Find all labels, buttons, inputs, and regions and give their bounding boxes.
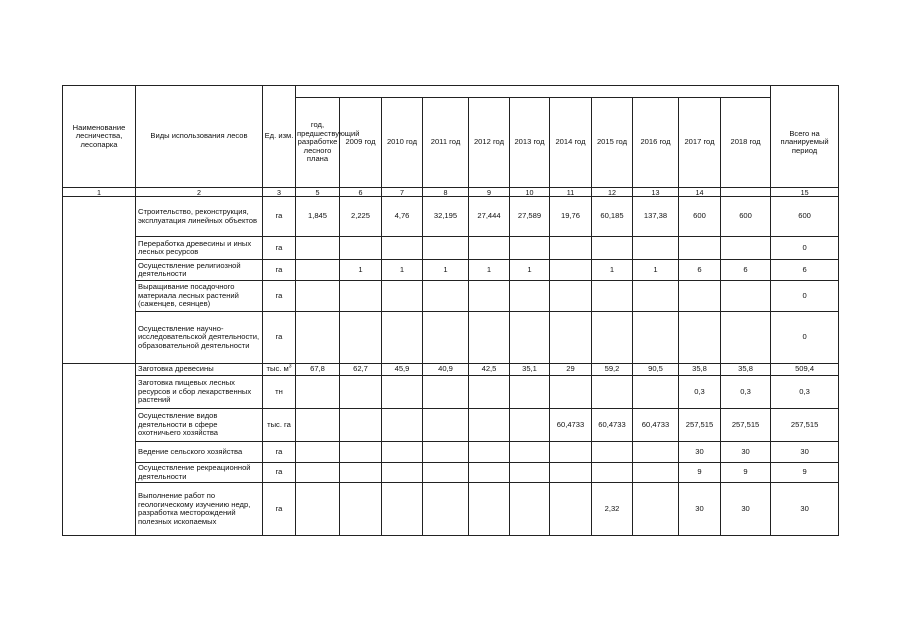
unit-text: тыс. га <box>267 419 291 429</box>
value-cell <box>469 463 510 483</box>
unit-text: га <box>275 264 283 274</box>
value-cell: 35,1 <box>510 364 550 376</box>
value-cell <box>510 237 550 260</box>
value-cell: 42,5 <box>469 364 510 376</box>
value-cell <box>423 281 469 312</box>
value-cell: 2,225 <box>340 197 382 237</box>
value-cell: 0 <box>771 312 839 364</box>
column-number-cell: 7 <box>382 188 423 197</box>
value-cell <box>469 483 510 536</box>
value-cell: 6 <box>679 260 721 281</box>
unit-text: га <box>275 290 283 300</box>
value-cell <box>510 376 550 409</box>
header-year-cell: 2016 год <box>633 98 679 188</box>
value-cell: 0,3 <box>771 376 839 409</box>
value-cell <box>296 463 340 483</box>
value-cell <box>469 376 510 409</box>
header-year-cell: 2014 год <box>550 98 592 188</box>
column-number-cell: 13 <box>633 188 679 197</box>
activity-cell: Строительство, реконструкция, эксплуатация линейных объектов <box>136 197 263 237</box>
forest-use-table <box>62 85 839 536</box>
activity-cell: Осуществление научно-исследовательской деятельности, образовательной деятельности <box>136 312 263 364</box>
table-row <box>63 483 839 536</box>
unit-cell <box>263 442 296 463</box>
unit-text: тыс. м <box>266 364 289 374</box>
value-cell <box>550 312 592 364</box>
header-top-row <box>63 86 839 98</box>
value-cell <box>296 281 340 312</box>
value-cell: 1 <box>592 260 633 281</box>
value-cell <box>679 237 721 260</box>
value-cell <box>423 442 469 463</box>
value-cell: 90,5 <box>633 364 679 376</box>
value-cell <box>510 281 550 312</box>
header-year-cell: 2015 год <box>592 98 633 188</box>
value-cell: 0 <box>771 237 839 260</box>
value-cell <box>382 463 423 483</box>
column-number-row <box>63 188 839 197</box>
value-cell <box>550 260 592 281</box>
value-cell <box>469 312 510 364</box>
header-blank-span <box>296 86 771 98</box>
value-cell: 0,3 <box>679 376 721 409</box>
column-number-cell: 11 <box>550 188 592 197</box>
header-year-cell: 2018 год <box>721 98 771 188</box>
unit-cell <box>263 364 296 376</box>
value-cell: 30 <box>679 483 721 536</box>
value-cell <box>469 442 510 463</box>
value-cell <box>340 483 382 536</box>
column-number-cell <box>721 188 771 197</box>
forestry-name-cell <box>63 197 136 364</box>
value-cell: 60,4733 <box>550 409 592 442</box>
value-cell: 257,515 <box>721 409 771 442</box>
value-cell <box>423 409 469 442</box>
value-cell: 257,515 <box>679 409 721 442</box>
column-number-cell: 5 <box>296 188 340 197</box>
table-row <box>63 197 839 237</box>
table-row <box>63 260 839 281</box>
value-cell <box>296 237 340 260</box>
activity-cell: Ведение сельского хозяйства <box>136 442 263 463</box>
value-cell <box>510 409 550 442</box>
unit-text: га <box>275 467 283 477</box>
header-prev-year-cell: год, предшествующий разработке лесного плана <box>296 98 340 188</box>
header-blank-right <box>771 86 839 98</box>
value-cell: 30 <box>721 442 771 463</box>
unit-cell <box>263 409 296 442</box>
value-cell <box>296 312 340 364</box>
unit-text: га <box>275 503 283 513</box>
activity-cell: Заготовка древесины <box>136 364 263 376</box>
unit-cell <box>263 483 296 536</box>
column-number-cell: 15 <box>771 188 839 197</box>
value-cell <box>382 237 423 260</box>
value-cell <box>469 237 510 260</box>
unit-cell <box>263 237 296 260</box>
activity-cell: Осуществление видов деятельности в сфере охотничьего хозяйства <box>136 409 263 442</box>
value-cell: 60,185 <box>592 197 633 237</box>
value-cell: 30 <box>771 483 839 536</box>
activity-cell: Осуществление рекреационной деятельности <box>136 463 263 483</box>
column-number-cell: 14 <box>679 188 721 197</box>
table-row <box>63 463 839 483</box>
value-cell: 1,845 <box>296 197 340 237</box>
activity-cell: Заготовка пищевых лесных ресурсов и сбор лекарственных растений <box>136 376 263 409</box>
activity-cell: Выращивание посадочного материала лесных растений (саженцев, сеянцев) <box>136 281 263 312</box>
value-cell <box>296 442 340 463</box>
value-cell: 27,444 <box>469 197 510 237</box>
table-row <box>63 312 839 364</box>
value-cell <box>296 483 340 536</box>
value-cell: 40,9 <box>423 364 469 376</box>
value-cell: 45,9 <box>382 364 423 376</box>
header-name-cell: Наименование лесничества, лесопарка <box>63 86 136 188</box>
value-cell: 600 <box>679 197 721 237</box>
value-cell: 32,195 <box>423 197 469 237</box>
column-number-cell: 6 <box>340 188 382 197</box>
value-cell <box>382 442 423 463</box>
table-row <box>63 364 839 376</box>
activity-cell: Выполнение работ по геологическому изучению недр, разработка месторождений полезных ископаемых <box>136 483 263 536</box>
value-cell <box>510 442 550 463</box>
value-cell <box>550 463 592 483</box>
unit-cell <box>263 376 296 409</box>
value-cell: 9 <box>679 463 721 483</box>
value-cell <box>340 463 382 483</box>
table-row <box>63 237 839 260</box>
value-cell <box>340 312 382 364</box>
value-cell: 257,515 <box>771 409 839 442</box>
column-number-cell: 1 <box>63 188 136 197</box>
value-cell: 30 <box>679 442 721 463</box>
value-cell <box>382 281 423 312</box>
unit-cell <box>263 463 296 483</box>
unit-text: га <box>275 446 283 456</box>
value-cell <box>340 281 382 312</box>
value-cell <box>510 312 550 364</box>
value-cell: 6 <box>721 260 771 281</box>
table-row <box>63 409 839 442</box>
header-year-cell: 2013 год <box>510 98 550 188</box>
value-cell <box>592 281 633 312</box>
value-cell: 509,4 <box>771 364 839 376</box>
value-cell <box>592 237 633 260</box>
value-cell: 1 <box>423 260 469 281</box>
value-cell <box>510 483 550 536</box>
value-cell: 1 <box>510 260 550 281</box>
value-cell <box>633 463 679 483</box>
header-year-cell: 2011 год <box>423 98 469 188</box>
value-cell <box>423 237 469 260</box>
value-cell: 2,32 <box>592 483 633 536</box>
value-cell: 59,2 <box>592 364 633 376</box>
activity-cell: Осуществление религиозной деятельности <box>136 260 263 281</box>
value-cell: 27,589 <box>510 197 550 237</box>
value-cell: 137,38 <box>633 197 679 237</box>
value-cell <box>296 376 340 409</box>
value-cell <box>550 281 592 312</box>
value-cell: 67,8 <box>296 364 340 376</box>
value-cell: 1 <box>340 260 382 281</box>
value-cell <box>423 376 469 409</box>
value-cell <box>382 312 423 364</box>
value-cell <box>340 376 382 409</box>
value-cell: 30 <box>721 483 771 536</box>
value-cell <box>423 483 469 536</box>
column-number-cell: 8 <box>423 188 469 197</box>
column-number-cell: 9 <box>469 188 510 197</box>
value-cell: 29 <box>550 364 592 376</box>
header-year-cell: 2010 год <box>382 98 423 188</box>
value-cell <box>633 442 679 463</box>
value-cell <box>679 312 721 364</box>
unit-cell <box>263 197 296 237</box>
value-cell: 60,4733 <box>633 409 679 442</box>
unit-cell <box>263 281 296 312</box>
header-types-cell: Виды использования лесов <box>136 86 263 188</box>
value-cell <box>469 409 510 442</box>
value-cell <box>423 463 469 483</box>
column-number-cell: 12 <box>592 188 633 197</box>
header-year-cell: 2017 год <box>679 98 721 188</box>
unit-cell <box>263 312 296 364</box>
header-unit-cell: Ед. изм. <box>263 86 296 188</box>
header-year-cell: 2012 год <box>469 98 510 188</box>
value-cell <box>550 237 592 260</box>
value-cell <box>550 376 592 409</box>
value-cell <box>340 237 382 260</box>
value-cell <box>382 409 423 442</box>
unit-text: га <box>275 332 283 342</box>
value-cell <box>592 463 633 483</box>
unit-cell <box>263 260 296 281</box>
unit-text: га <box>275 242 283 252</box>
value-cell <box>721 312 771 364</box>
value-cell: 4,76 <box>382 197 423 237</box>
table-row <box>63 442 839 463</box>
header-total-cell: Всего на планируемый период <box>771 98 839 188</box>
value-cell: 0,3 <box>721 376 771 409</box>
value-cell: 9 <box>721 463 771 483</box>
value-cell <box>721 281 771 312</box>
column-number-cell: 10 <box>510 188 550 197</box>
table-row <box>63 376 839 409</box>
value-cell: 1 <box>469 260 510 281</box>
column-number-cell: 2 <box>136 188 263 197</box>
unit-superscript: 3 <box>288 363 292 370</box>
value-cell <box>340 409 382 442</box>
value-cell: 62,7 <box>340 364 382 376</box>
value-cell: 35,8 <box>679 364 721 376</box>
value-cell <box>296 409 340 442</box>
value-cell <box>633 237 679 260</box>
value-cell: 1 <box>633 260 679 281</box>
forestry-name-cell <box>63 364 136 536</box>
value-cell <box>633 312 679 364</box>
value-cell <box>633 483 679 536</box>
value-cell <box>382 483 423 536</box>
value-cell: 1 <box>382 260 423 281</box>
value-cell: 0 <box>771 281 839 312</box>
value-cell <box>550 483 592 536</box>
column-number-cell: 3 <box>263 188 296 197</box>
value-cell <box>592 312 633 364</box>
value-cell <box>679 281 721 312</box>
value-cell <box>296 260 340 281</box>
value-cell <box>633 376 679 409</box>
value-cell: 60,4733 <box>592 409 633 442</box>
table-row <box>63 281 839 312</box>
value-cell <box>469 281 510 312</box>
value-cell: 6 <box>771 260 839 281</box>
value-cell: 600 <box>721 197 771 237</box>
value-cell <box>592 376 633 409</box>
value-cell <box>633 281 679 312</box>
value-cell <box>423 312 469 364</box>
value-cell: 30 <box>771 442 839 463</box>
header-year-cell: 2009 год <box>340 98 382 188</box>
value-cell: 600 <box>771 197 839 237</box>
activity-cell: Переработка древесины и иных лесных ресурсов <box>136 237 263 260</box>
value-cell <box>550 442 592 463</box>
value-cell <box>340 442 382 463</box>
value-cell <box>510 463 550 483</box>
unit-text: га <box>275 211 283 221</box>
unit-text: тн <box>275 386 283 396</box>
value-cell: 19,76 <box>550 197 592 237</box>
value-cell <box>382 376 423 409</box>
value-cell <box>592 442 633 463</box>
value-cell <box>721 237 771 260</box>
value-cell: 9 <box>771 463 839 483</box>
value-cell: 35,8 <box>721 364 771 376</box>
